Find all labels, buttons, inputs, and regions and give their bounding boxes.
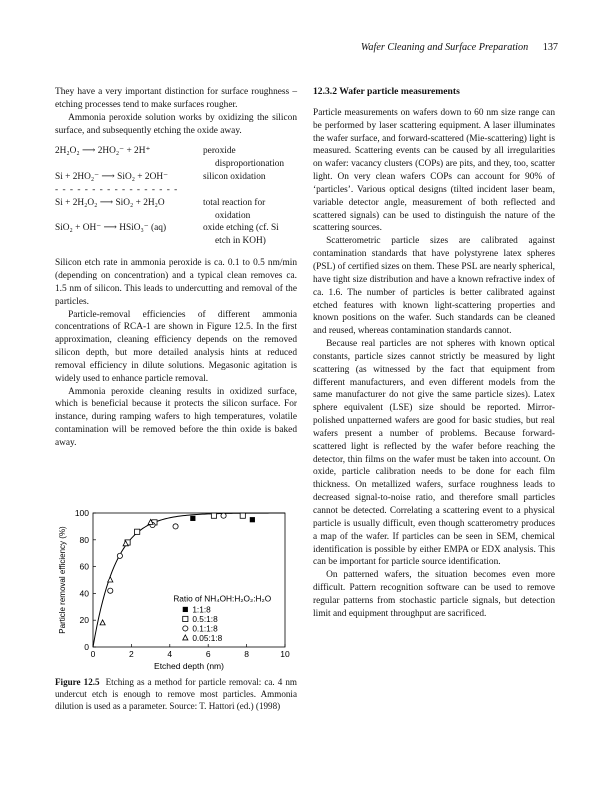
data-point xyxy=(108,577,113,582)
reaction-equation: Si + 2HO₂⁻ ⟶ SiO₂ + 2OH⁻ xyxy=(55,172,168,183)
reaction-list xyxy=(55,145,297,248)
y-tick-label: 100 xyxy=(74,508,89,518)
paragraph: They have a very important distinction for surface roughness – etching processes tend to make surfaces rougher. xyxy=(55,87,297,110)
y-tick-label: 80 xyxy=(79,534,89,545)
reaction-row xyxy=(55,171,297,184)
plot-frame xyxy=(93,513,285,647)
left-column xyxy=(55,86,297,450)
x-tick-label: 2 xyxy=(129,649,134,659)
y-tick-label: 20 xyxy=(79,615,89,626)
reaction-description xyxy=(203,222,297,248)
data-point xyxy=(173,524,178,529)
legend-marker xyxy=(183,616,188,621)
caption-text: Etching as a method for particle removal: ca. 4 nm undercut etch is enough to remove most particles. Ammonia dilution is used as a parameter. Source: T. Hattori (ed.) (1998) xyxy=(55,677,297,711)
right-column xyxy=(313,86,555,621)
data-point xyxy=(250,517,255,522)
legend-label: 0.5:1:8 xyxy=(192,613,218,624)
x-axis-label: Etched depth (nm) xyxy=(154,661,224,671)
reaction-description xyxy=(203,197,297,223)
legend-title: Ratio of NH₄OH:H₂O₂:H₂O xyxy=(173,593,272,604)
reaction-desc-line: oxide etching (cf. Si xyxy=(203,223,279,234)
y-tick-label: 40 xyxy=(79,588,89,599)
caption-label: Figure 12.5 xyxy=(55,677,100,687)
data-point xyxy=(117,553,122,558)
reaction-desc-line: disproportionation xyxy=(215,159,285,170)
paragraph: Particle-removal efficiencies of different ammonia concentrations of RCA-1 are shown in Figure 12.5. In the first approximation, cleaning efficiency depends on the removed silicon depth, but more detailed analysis hints at reduced removal efficiency in dilute solutions. Megasonic agitation is widely used to enhance particle removal. xyxy=(55,309,297,384)
page-number: 137 xyxy=(542,42,558,53)
reaction-desc-line: oxidation xyxy=(215,210,251,221)
paragraph: Scatterometric particle sizes are calibrated against contamination standards that have polystyrene latex spheres (PSL) of certified sizes on them. These PSL are nearly spherical, have tight size distribution and have a known refractive index of ca. 1.6. The number of particles is better calibrated against etched features with known light-scattering properties and known positions on the wafer. Such standards can be cleaned and reused, whereas contamination standards cannot. xyxy=(313,236,555,337)
running-title: Wafer Cleaning and Surface Preparation xyxy=(360,42,529,53)
paragraph: Ammonia peroxide cleaning results in oxidized surface, which is beneficial because it protects the silicon surface. For instance, during ramping wafers to high temperatures, volatile contamination will be removed before the thin oxide is baked away. xyxy=(55,386,297,448)
running-header xyxy=(361,42,558,53)
reaction-equation: Si + 2H₂O₂ ⟶ SiO₂ + 2H₂O xyxy=(55,197,165,208)
figure-caption xyxy=(55,676,297,712)
paragraph: Ammonia peroxide solution works by oxidizing the silicon surface, and subsequently etching the oxide away. xyxy=(55,112,297,136)
reaction-desc-line: peroxide xyxy=(203,146,236,157)
legend-marker xyxy=(183,626,188,631)
y-axis-label: Particle removal efficiency (%) xyxy=(58,526,67,634)
data-point xyxy=(108,588,113,593)
legend-marker xyxy=(183,635,188,640)
paragraph: Because real particles are not spheres with known optical constants, particle sizes cannot strictly be measured by light scattering (as witnessed by the fact that equipment from different manufacturers, and even different models from the same manufacturer do not give the same particle sizes). Latex sphere equivalent (LSE) size should be reported. Mirror-polished unpatterned wafers are good for basic studies, but real wafers present a number of problems. Because forward-scattered light is reflected by the wafer before reaching the detector, thin films on the wafer must be taken into account. On oxide, particle calibration needs to be done for each film thickness. On metallized wafers, surface roughness leads to decreased signal-to-noise ratio, and therefore small particles cannot be detected. Correlating a scattering event to a physical particle is usually difficult, even though scatterometry produces a map of the wafer. If particles can be seen in SEM, chemical identification is possible by either EMPA or EDX analysis. This can be important for particle source identification. xyxy=(313,339,555,568)
data-point xyxy=(190,516,195,521)
reaction-description: silicon oxidation xyxy=(203,172,266,183)
reaction-row xyxy=(55,145,297,171)
paragraph: Silicon etch rate in ammonia peroxide is ca. 0.1 to 0.5 nm/min (depending on concentration) and a typical clean removes ca. 1.5 nm of silicon. This leads to undercutting and removal of the particles. xyxy=(55,258,297,307)
separator-line: - - - - - - - - - - - - - - - - - xyxy=(55,184,179,195)
paragraph: Particle measurements on wafers down to 60 nm size range can be performed by laser scattering equipment. A laser illuminates the wafer surface, and forward-scattered (Mie-scattering) light is measured. Scattering events can be caused by all irregularities on wafer: vacancy clusters (COPs) are pits, and they, too, scatter light. On very clean wafers COPs can account for 90% of ‘particles’. Various optical designs (tilted incident laser beam, variable detector angle, measurement of both reflected and scattered signals) can be used to distinguish the nature of the scattering sources. xyxy=(313,107,555,234)
data-point xyxy=(240,513,245,518)
legend-label: 1:1:8 xyxy=(192,604,211,615)
x-tick-label: 8 xyxy=(244,649,249,659)
y-tick-label: 0 xyxy=(84,642,89,652)
reaction-equation: 2H₂O₂ ⟶ 2HO₂⁻ + 2H⁺ xyxy=(55,146,151,157)
fit-curve xyxy=(93,513,285,647)
data-point xyxy=(221,513,226,518)
y-tick-label: 60 xyxy=(79,561,89,572)
x-tick-label: 6 xyxy=(205,649,211,659)
reaction-row xyxy=(55,197,297,223)
chart-svg xyxy=(55,505,297,677)
x-tick-label: 4 xyxy=(167,649,173,659)
reaction-desc-line: total reaction for xyxy=(203,197,266,208)
legend-label: 0.1:1:8 xyxy=(192,623,218,634)
reaction-description xyxy=(203,145,297,171)
legend-label: 0.05:1:8 xyxy=(192,632,223,643)
section-title: 12.3.2 Wafer particle measurements xyxy=(313,86,460,97)
x-tick-label: 10 xyxy=(280,649,290,659)
legend-marker xyxy=(183,607,188,612)
data-point xyxy=(135,529,140,534)
paragraph: On patterned wafers, the situation becomes even more difficult. Pattern recognition software can be used to remove regular patterns from stochastic particle signals, but detection limit and equipment throughput are sacrificed. xyxy=(313,570,555,619)
data-point xyxy=(100,620,105,625)
reaction-equation: SiO₂ + OH⁻ ⟶ HSiO₃⁻ (aq) xyxy=(55,223,167,234)
reaction-row xyxy=(55,222,297,248)
data-point xyxy=(211,513,216,518)
reaction-desc-line: etch in KOH) xyxy=(215,236,266,247)
x-tick-label: 0 xyxy=(90,649,96,659)
figure-12-5-chart xyxy=(55,505,297,677)
